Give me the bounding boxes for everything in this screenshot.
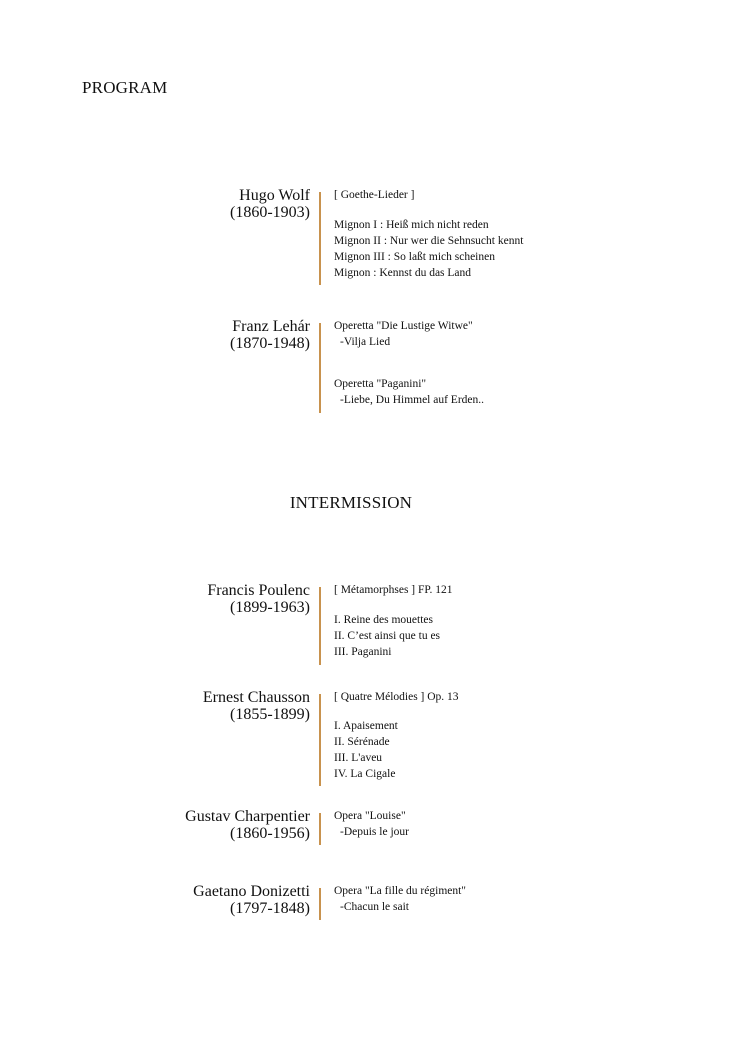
work-item: II. C’est ainsi que tu es — [334, 630, 441, 642]
composer-name: Ernest Chausson — [202, 689, 310, 706]
work-item: Mignon II : Nur wer die Sehnsucht kennt — [334, 235, 524, 247]
composer-name: Gustav Charpentier — [185, 808, 310, 825]
aria-title: -Chacun le sait — [340, 901, 409, 913]
intermission-heading: INTERMISSION — [289, 493, 413, 512]
work-title: Opera "Louise" — [334, 810, 406, 822]
work-item: II. Sérénade — [334, 736, 390, 748]
aria-title: -Depuis le jour — [340, 826, 409, 838]
aria-title: -Vilja Lied — [340, 336, 391, 348]
works-list — [334, 689, 459, 782]
composer-name: Franz Lehár — [232, 318, 310, 335]
divider-line — [319, 323, 321, 413]
program-heading: PROGRAM — [82, 78, 168, 97]
work-item: Mignon III : So laßt mich scheinen — [334, 251, 495, 263]
works-list — [334, 582, 453, 660]
work-title: Operetta "Die Lustige Witwe" — [334, 320, 473, 332]
divider-line — [319, 813, 321, 845]
divider-line — [319, 888, 321, 920]
composer — [203, 689, 310, 723]
composer-name: Gaetano Donizetti — [193, 883, 310, 900]
composer-dates: (1870-1948) — [230, 335, 310, 352]
composer — [207, 582, 310, 616]
composer — [230, 187, 310, 221]
work-title: [ Quatre Mélodies ] Op. 13 — [334, 691, 459, 703]
work-title: [ Métamorphses ] FP. 121 — [334, 584, 453, 596]
work-item: Mignon : Kennst du das Land — [334, 267, 472, 279]
divider-line — [319, 694, 321, 786]
works-list — [334, 808, 409, 840]
composer-dates: (1855-1899) — [230, 706, 310, 723]
composer-dates: (1797-1848) — [230, 900, 310, 917]
divider-line — [319, 587, 321, 665]
work-item: III. L'aveu — [334, 752, 383, 764]
composer-name: Hugo Wolf — [239, 187, 310, 204]
work-item: IV. La Cigale — [334, 768, 396, 780]
composer-name: Francis Poulenc — [207, 582, 310, 599]
works-list — [334, 318, 484, 408]
works-list — [334, 187, 523, 281]
divider-line — [319, 192, 321, 285]
composer-dates: (1860-1903) — [230, 204, 310, 221]
work-title: [ Goethe-Lieder ] — [334, 189, 415, 201]
work-item: III. Paganini — [334, 646, 392, 658]
composer-dates: (1899-1963) — [230, 599, 310, 616]
work-item: I. Apaisement — [334, 720, 398, 732]
composer-dates: (1860-1956) — [230, 825, 310, 842]
work-title: Opera "La fille du régiment" — [334, 885, 467, 897]
work-item: I. Reine des mouettes — [334, 614, 434, 626]
work-item: Mignon I : Heiß mich nicht reden — [334, 219, 489, 231]
composer — [185, 808, 310, 842]
work-title: Operetta "Paganini" — [334, 378, 427, 390]
works-list — [334, 883, 466, 915]
aria-title: -Liebe, Du Himmel auf Erden.. — [340, 394, 485, 406]
composer — [193, 883, 310, 917]
composer — [230, 318, 310, 352]
